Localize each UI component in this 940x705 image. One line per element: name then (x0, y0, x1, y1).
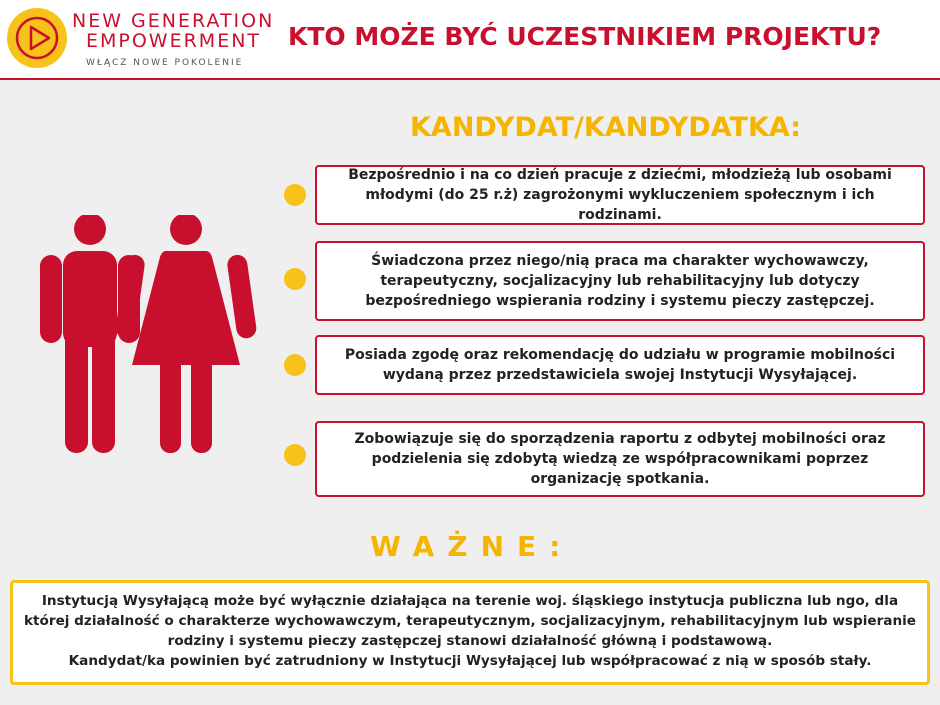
criteria-text: Świadczona przez niego/nią praca ma charakter wychowawczy, terapeutyczny, socjalizacyjny lub rehabilitacyjny lub dotyczy bezpośredniego wspierania rodziny i systemu pieczy zastępczej. (365, 253, 875, 309)
important-title: WAŻNE: (370, 530, 574, 563)
logo-text-line2: EMPOWERMENT (86, 30, 262, 52)
criteria-text: Zobowiązuje się do sporządzenia raportu z odbytej mobilności oraz podzielenia się zdobytą wiedzą ze współpracownikami poprzez organizację spotkania. (354, 431, 886, 487)
important-text-2: Kandydat/ka powinien być zatrudniony w Instytucji Wysyłającej lub współpracować z nią w sposób stały. (68, 653, 872, 669)
criteria-item (315, 241, 925, 321)
play-icon (7, 8, 67, 68)
logo-tagline: WŁĄCZ NOWE POKOLENIE (86, 58, 244, 68)
criteria-item (315, 165, 925, 225)
logo-text-line1: NEW GENERATION (72, 10, 275, 32)
logo-circle (7, 8, 67, 68)
page-title: KTO MOŻE BYĆ UCZESTNIKIEM PROJEKTU? (288, 22, 882, 51)
people-icon (28, 215, 258, 455)
bullet-icon (284, 184, 306, 206)
bullet-icon (284, 268, 306, 290)
criteria-item (315, 335, 925, 395)
header (0, 0, 940, 80)
criteria-text: Bezpośrednio i na co dzień pracuje z dziećmi, młodzieżą lub osobami młodymi (do 25 r.ż) zagrożonymi wykluczeniem społecznym i ich rodzinami. (348, 167, 892, 223)
important-note (10, 580, 930, 685)
bullet-icon (284, 444, 306, 466)
important-text-1: Instytucją Wysyłającą może być wyłącznie działająca na terenie woj. śląskiego instytucja publiczna lub ngo, dla której działalność o charakterze wychowawczym, terapeutycznym, socjalizacyjnym, rehabilitacyjnym lub wspieranie rodziny i systemu pieczy zastępczej stanowi działalność główną i podstawową. (23, 593, 917, 649)
criteria-text: Posiada zgodę oraz rekomendację do udziału w programie mobilności wydaną przez przedstawiciela swojej Instytucji Wysyłającej. (344, 347, 896, 383)
criteria-item (315, 421, 925, 497)
section-title: KANDYDAT/KANDYDATKA: (410, 112, 802, 143)
bullet-icon (284, 354, 306, 376)
